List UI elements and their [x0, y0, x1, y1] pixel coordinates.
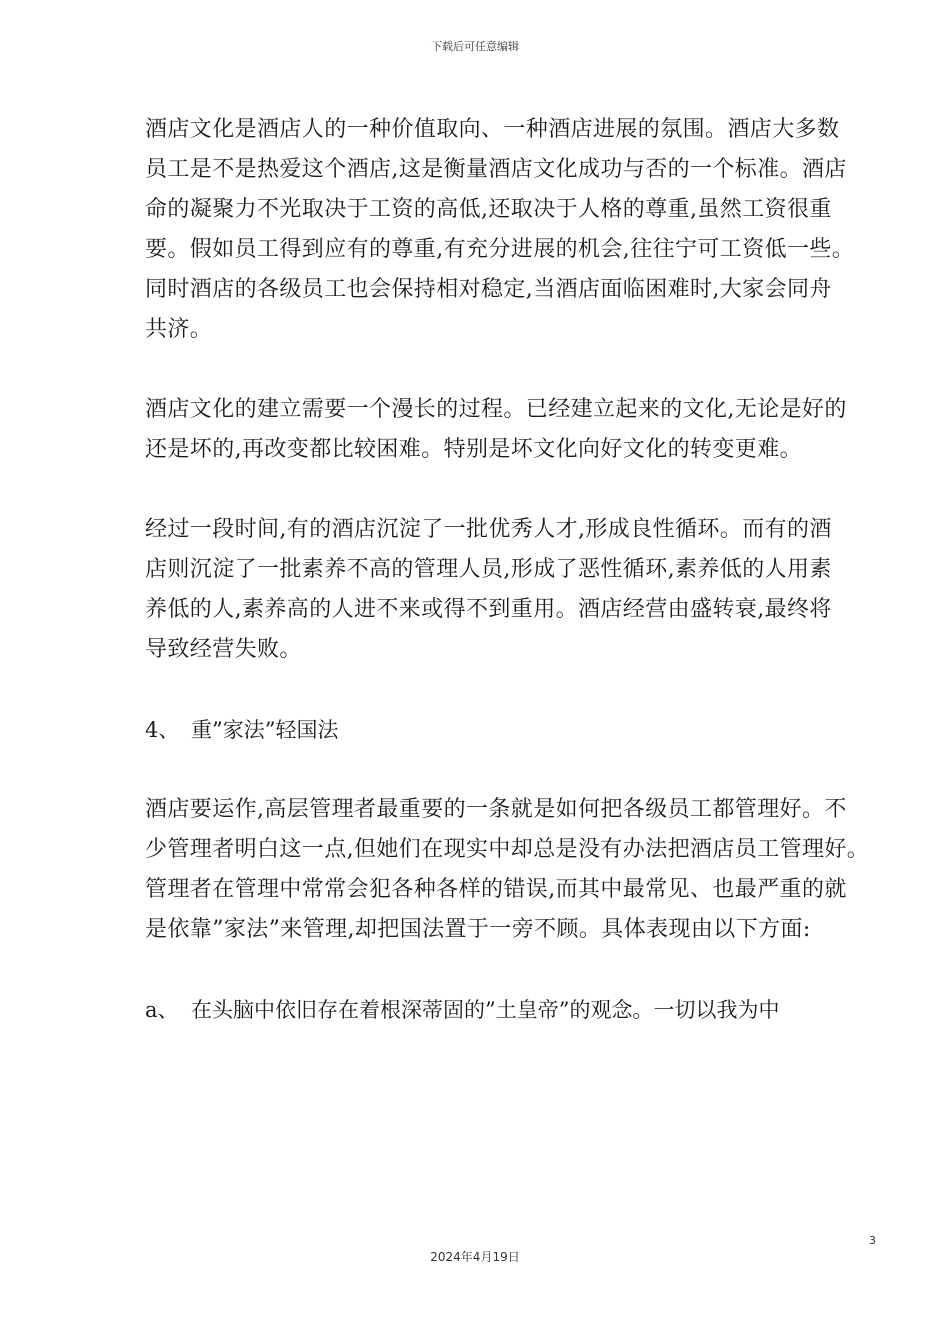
- list-item-a: [145, 990, 885, 1030]
- text-line: 共济。: [145, 317, 213, 342]
- paragraph-hotel-culture-value: [145, 110, 885, 350]
- text-line: 命的凝聚力不光取决于工资的高低,还取决于人格的尊重,虽然工资很重: [145, 197, 832, 222]
- section-title: 重”家法”轻国法: [191, 718, 339, 742]
- section-heading: [145, 710, 885, 750]
- text-line: 酒店要运作,高层管理者最重要的一条就是如何把各级员工都管理好。不: [145, 797, 847, 822]
- paragraph-management: [145, 790, 885, 950]
- page-number: 3: [869, 1234, 876, 1247]
- text-line: 同时酒店的各级员工也会保持相对稳定,当酒店面临困难时,大家会同舟: [145, 277, 832, 302]
- document-body: [145, 110, 885, 1070]
- text-line: 酒店文化是酒店人的一种价值取向、一种酒店进展的氛围。酒店大多数: [145, 117, 840, 142]
- section-number: 4、: [145, 718, 180, 742]
- text-line: 导致经营失败。: [145, 637, 302, 662]
- text-line: 养低的人,素养高的人进不来或得不到重用。酒店经营由盛转衰,最终将: [145, 597, 832, 622]
- page-header: 下载后可任意编辑: [431, 40, 519, 53]
- page-footer-date: 2024年4月19日: [430, 1250, 520, 1264]
- list-marker: a、: [145, 998, 179, 1022]
- text-line: 是依靠”家法”来管理,却把国法置于一旁不顾。具体表现由以下方面:: [145, 917, 811, 942]
- paragraph-culture-building: [145, 390, 885, 470]
- text-line: 还是坏的,再改变都比较困难。特别是坏文化向好文化的转变更难。: [145, 437, 802, 462]
- text-line: 经过一段时间,有的酒店沉淀了一批优秀人才,形成良性循环。而有的酒: [145, 517, 832, 542]
- text-line: 少管理者明白这一点,但她们在现实中却总是没有办法把酒店员工管理好。: [145, 837, 870, 862]
- text-line: 员工是不是热爱这个酒店,这是衡量酒店文化成功与否的一个标准。酒店: [145, 157, 847, 182]
- text-line: 酒店文化的建立需要一个漫长的过程。已经建立起来的文化,无论是好的: [145, 397, 847, 422]
- list-item-text: 在头脑中依旧存在着根深蒂固的”土皇帝”的观念。一切以我为中: [191, 998, 780, 1022]
- paragraph-talent-cycle: [145, 510, 885, 670]
- text-line: 管理者在管理中常常会犯各种各样的错误,而其中最常见、也最严重的就: [145, 877, 847, 902]
- text-line: 店则沉淀了一批素养不高的管理人员,形成了恶性循环,素养低的人用素: [145, 557, 832, 582]
- text-line: 要。假如员工得到应有的尊重,有充分进展的机会,往往宁可工资低一些。: [145, 237, 855, 262]
